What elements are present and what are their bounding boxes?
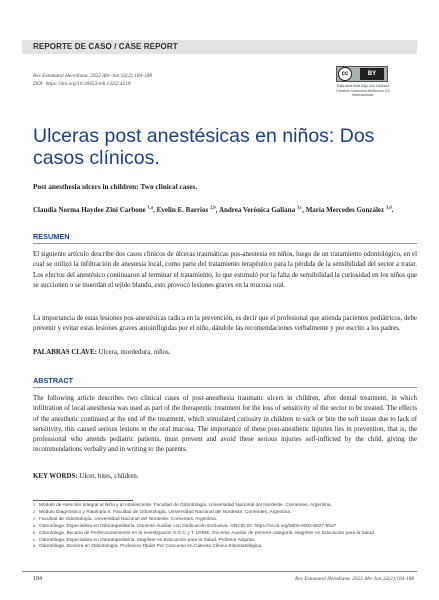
license-text: Este obra está bajo una Licencia Creative Commons Atribución 4.0 Internacional. (336, 84, 390, 98)
footnote: d Odontóloga. Doctora en Odontología. Profesora Titular Por Concurso en Cátedra Clínica Estomatológica. (33, 544, 263, 550)
footnote: c Odontóloga. Especialista en Odontopediatría. Magíster en Educación para la Salud. Profesor Adjunta. (33, 537, 256, 543)
resumen-rule (33, 243, 417, 244)
key-words (33, 473, 139, 480)
abstract-rule (33, 387, 417, 388)
footnote: a Odontóloga. Especialista en Odontopediatría. Docente Auxiliar con Dedicación Exclusiva. ORCID ID: https://orcid.org/0000-0002-8027-5527 (33, 523, 337, 529)
footnotes (33, 503, 417, 551)
report-type-label: REPORTE DE CASO / CASE REPORT (33, 42, 178, 51)
author-4: María Mercedes González $^{3,d}$. (305, 205, 394, 215)
palabras-clave-label: PALABRAS CLAVE: (33, 349, 97, 356)
journal-citation: Rev Estomatol Herediana. 2022 Abr-Jun;32(2):184-188 (33, 73, 152, 79)
author-1: Claudia Norma Haydee Zini Carbone $^{1,a}$, (33, 205, 157, 215)
author-3: Andrea Verónica Galiana $^{3,c}$, (218, 205, 306, 215)
footer-rule (22, 571, 417, 572)
footnote: 2 Módulo Diagnóstico y Patología II. Facultad de Odontología, Universidad Nacional del Nordeste. Corrientes, Argentina. (33, 509, 292, 515)
footnote: 3 Facultad de Odontología, Universidad Nacional del Nordeste. Corrientes, Argentina. (33, 516, 218, 522)
footnote: b Odontóloga, Becaria de Perfeccionamiento en la Investigación S.G.C y T. UNNE. Docente Auxiliar de primera categoría. Magíster en Educación para la Salud. (33, 530, 376, 536)
resumen-paragraph-2: La importancia de estas lesiones pos-anestésicas radica en la prevención, es decir que el profesional que atienda pacientes pediátricos, debe prevenir y evitar estas lesiones graves autoinfligidas por el niño, dándole las recomendaciones verbalmente y por escrito a los padres. (33, 315, 417, 333)
resumen-paragraph-1: El siguiente artículo describe dos casos clínicos de úlceras traumáticas pos-anestesia en niños, luego de un tratamiento odontológico, en el cual se utilizó la infiltración de anestesia local, como parte del tratamiento terapéutico para la pérdida de la sensibilidad del sector a tratar. Los efectos del anestésico continuaron al terminar el tratamiento, lo que estimuló por la falta de sensibilidad la curiosidad en los niños que se succionen o se muerdan el tejido blando, esto provocó lesiones graves en la mucosa oral. (33, 251, 417, 289)
cc-icon: cc (338, 67, 352, 81)
resumen-heading: RESUMEN (33, 232, 70, 241)
abstract-heading: ABSTRACT (33, 376, 74, 385)
page-number: 184 (33, 576, 42, 582)
footnote: 1 Módulo de Atención Integral al Niño y al Adolescente. Facultad de Odontología, Universidad Nacional del Nordeste. Corrientes, Argentina. (33, 503, 332, 508)
key-words-label: KEY WORDS: (33, 473, 78, 480)
footer-journal-citation: Rev Estomatol Herediana. 2022 Abr-Jun;32(2):184-188 (295, 576, 414, 582)
creative-commons-badge[interactable] (336, 66, 388, 82)
article-subtitle: Post anesthesia ulcers in children: Two clinical cases. (33, 182, 198, 191)
key-words-values: Ulcer, bites, children. (79, 473, 139, 480)
article-title: Ulceras post anestésicas en niños: Dos casos clínicos. (33, 125, 375, 169)
by-icon: BY (360, 68, 384, 80)
palabras-clave-values: Ulcera, mordedura, niños. (98, 349, 171, 356)
doi-link[interactable]: DOI: https://doi.org/10.20453/reh.v32i2.4219 (33, 81, 131, 87)
author-list (33, 203, 413, 215)
palabras-clave (33, 349, 170, 356)
footnote-rule (33, 500, 133, 501)
abstract-paragraph: The following article describes two clinical cases of post-anesthesia traumatic ulcers in children, after dental treatment, in which infiltration of local anesthesia was used as part of the therapeutic treatment for the loss of sensitivity of the sector to be treated. The effects of the anesthetic continued at the end of the treatment, which stimulated curiosity in children to suck or bite the soft tissue due to lack of sensitivity, this caused serious lesions in the oral mucosa. The importance of these post-anesthetic injuries lies in prevention, that is, the professional who attends pediatric patients, must prevent and avoid these serious injuries self-inflicted by the child, giving the recommendations verbally and in writing to the parents. (33, 395, 417, 454)
author-2: Evelin E. Barrios $^{2,b}$, (156, 205, 219, 215)
